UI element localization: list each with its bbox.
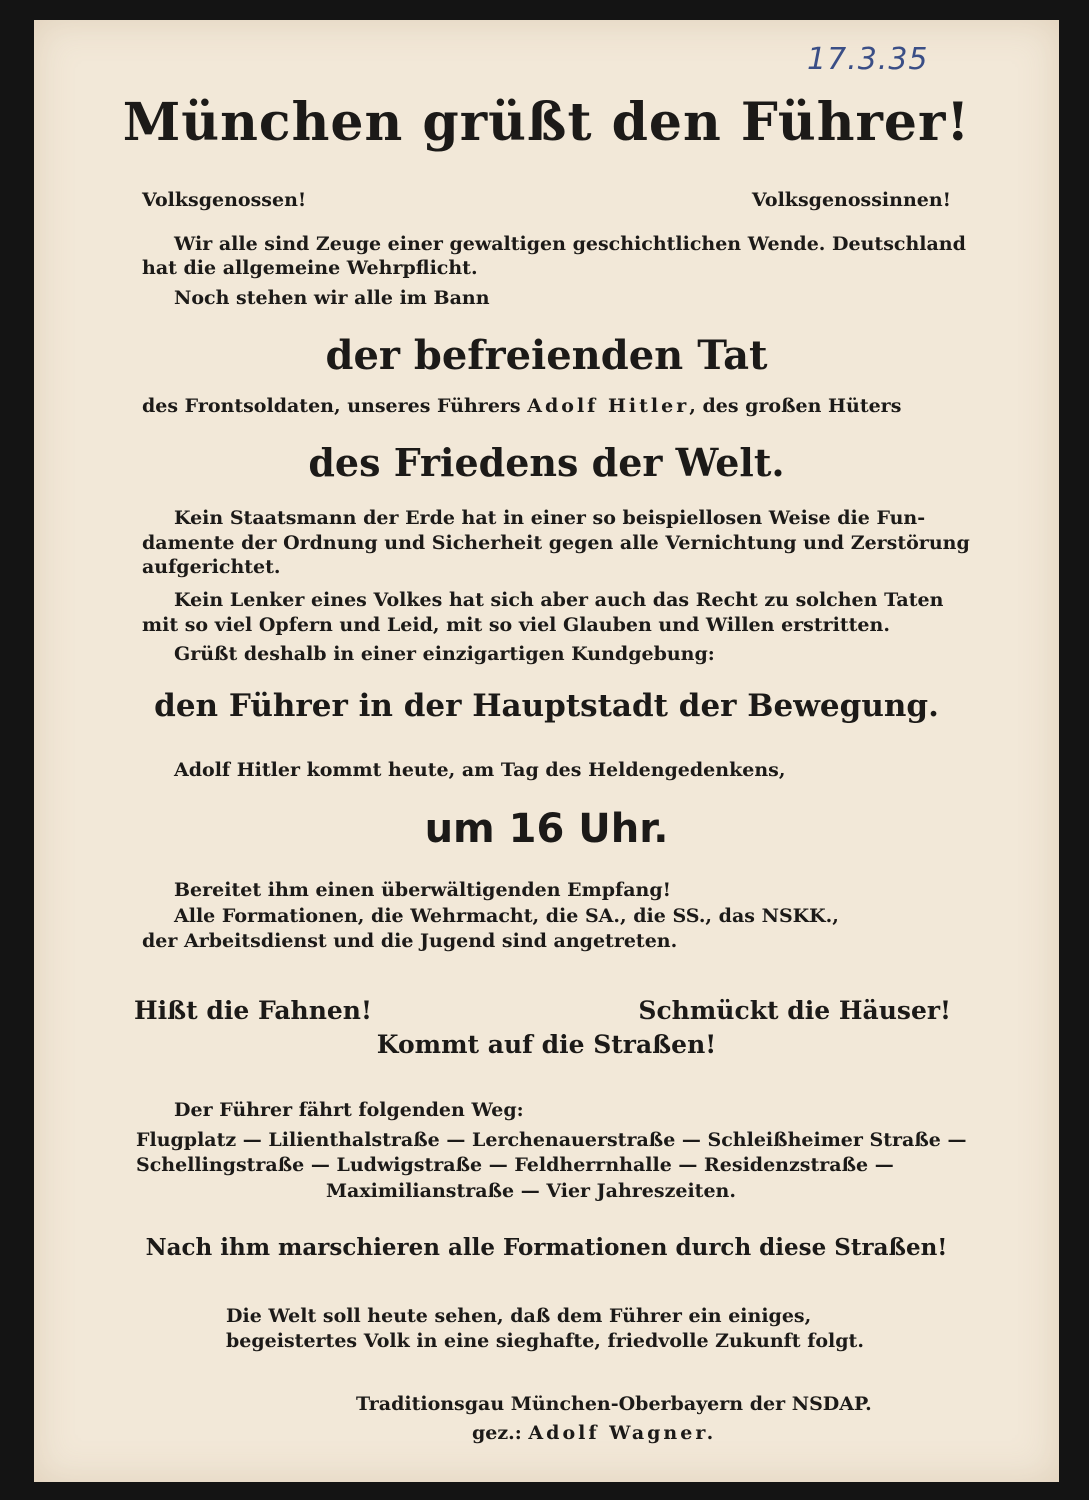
route-intro: Der Führer fährt folgenden Weg: [174, 1099, 524, 1121]
paragraph-3-line-1: Kein Staatsmann der Erde hat in einer so beispiellosen Weise die Fun- [174, 507, 926, 529]
paragraph-5: Grüßt deshalb in einer einzigartigen Kundgebung: [174, 643, 715, 665]
paragraph-3-line-3: aufgerichtet. [142, 556, 281, 578]
paragraph-3-line-2: damente der Ordnung und Sicherheit gegen alle Vernichtung und Zerstörung [142, 532, 970, 554]
poster-title: München grüßt den Führer! [122, 92, 971, 153]
poster-sheet [34, 20, 1059, 1482]
paragraph-6: Adolf Hitler kommt heute, am Tag des Heldengedenkens, [174, 759, 786, 781]
greeting-left: Volksgenossen! [142, 189, 307, 211]
signature-name: Adolf Wagner. [528, 1422, 717, 1444]
soldier-line-post: , des großen Hüters [689, 395, 902, 417]
signature-prefix: gez.: [472, 1422, 522, 1444]
headline-march: Nach ihm marschieren alle Formationen durch diese Straßen! [145, 1234, 948, 1261]
paragraph-1-line-1: Wir alle sind Zeuge einer gewaltigen geschichtlichen Wende. Deutschland [174, 233, 966, 255]
call-flags: Hißt die Fahnen! [134, 996, 372, 1025]
call-houses: Schmückt die Häuser! [638, 996, 951, 1025]
handwritten-date: 17.3.35 [807, 42, 929, 77]
route-line-3: Maximilianstraße — Vier Jahreszeiten. [326, 1180, 736, 1202]
headline-time: um 16 Uhr. [424, 806, 669, 852]
soldier-line-name: Adolf Hitler [527, 395, 690, 417]
paragraph-2: Noch stehen wir alle im Bann [174, 287, 490, 309]
paragraph-8-line-2: der Arbeitsdienst und die Jugend sind angetreten. [142, 930, 678, 952]
greeting-right: Volksgenossinnen! [751, 189, 951, 211]
paragraph-4-line-2: mit so viel Opfern und Leid, mit so viel Glauben und Willen erstritten. [142, 614, 890, 636]
paragraph-7: Bereitet ihm einen überwältigenden Empfang! [174, 879, 671, 901]
call-streets: Kommt auf die Straßen! [376, 1030, 717, 1059]
headline-befreienden-tat: der befreienden Tat [325, 332, 768, 379]
route-line-1: Flugplatz — Lilienthalstraße — Lerchenauerstraße — Schleißheimer Straße — [136, 1129, 967, 1151]
paragraph-1-line-2: hat die allgemeine Wehrpflicht. [142, 257, 478, 279]
closing-line-2: begeistertes Volk in eine sieghafte, friedvolle Zukunft folgt. [226, 1330, 864, 1352]
soldier-line-pre: des Frontsoldaten, unseres Führers [142, 395, 521, 417]
headline-hauptstadt: den Führer in der Hauptstadt der Bewegung. [154, 688, 939, 724]
paragraph-8-line-1: Alle Formationen, die Wehrmacht, die SA., die SS., das NSKK., [174, 905, 839, 927]
soldier-line [142, 394, 901, 419]
closing-line-1: Die Welt soll heute sehen, daß dem Führer ein einiges, [226, 1305, 812, 1327]
route-line-2: Schellingstraße — Ludwigstraße — Feldherrnhalle — Residenzstraße — [136, 1154, 894, 1176]
signature-organization: Traditionsgau München-Oberbayern der NSDAP. [356, 1393, 872, 1415]
headline-friedens: des Friedens der Welt. [308, 440, 785, 485]
signature-line [472, 1421, 716, 1446]
paragraph-4-line-1: Kein Lenker eines Volkes hat sich aber auch das Recht zu solchen Taten [174, 589, 944, 611]
